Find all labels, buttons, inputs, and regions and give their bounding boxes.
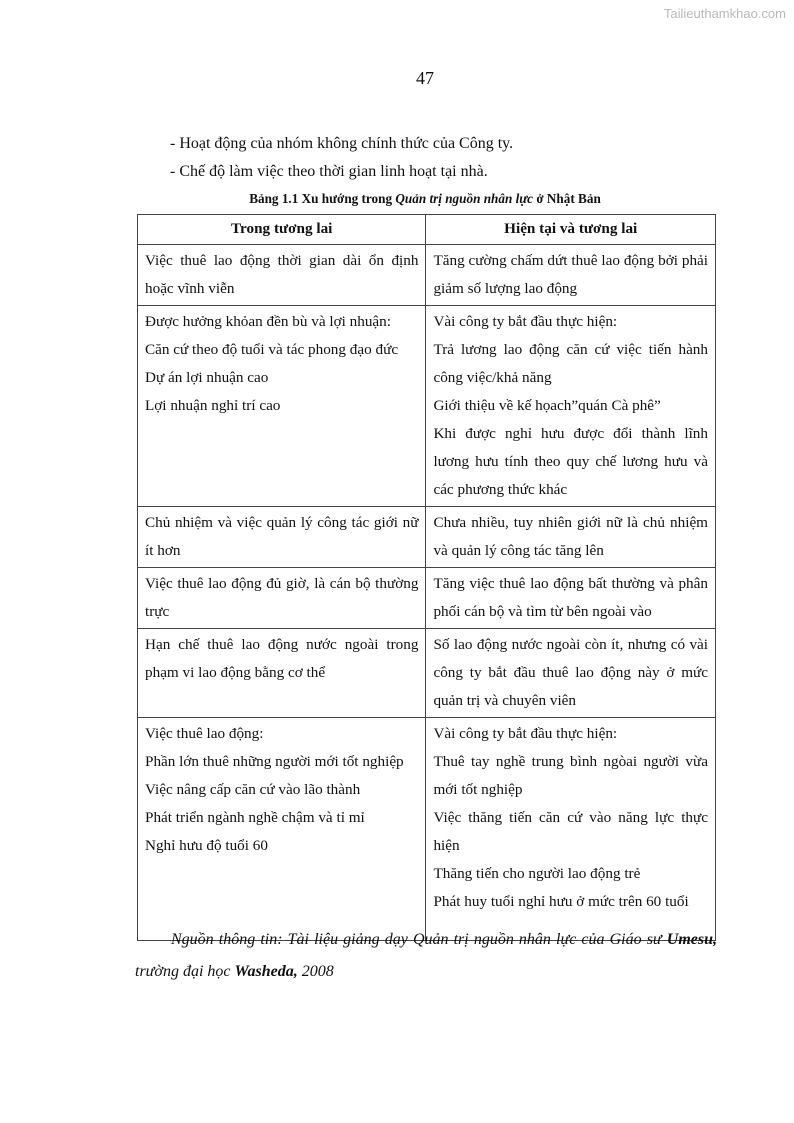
source-year: 2008 — [297, 963, 334, 980]
cell-left — [138, 507, 426, 568]
cell-right — [426, 507, 716, 568]
page-number: 47 — [416, 68, 434, 88]
bullet-list — [170, 130, 513, 186]
cell-left — [138, 245, 426, 306]
cell-line: Căn cứ theo độ tuổi và tác phong đạo đức — [145, 341, 399, 358]
cell-line: Tăng việc thuê lao động bất thường và phân phối cán bộ và tìm từ bên ngoài vào — [433, 575, 708, 620]
source-citation — [135, 924, 717, 988]
cell-line: Việc thuê lao động thời gian dài ổn định hoặc vĩnh viễn — [145, 252, 419, 297]
cell-line: Việc thăng tiến căn cứ vào năng lực thực hiện — [433, 809, 708, 854]
header-future: Trong tương lai — [138, 215, 426, 245]
cell-line: Thuê tay nghề trung bình ngòai người vừa mới tốt nghiệp — [433, 753, 708, 798]
cell-right — [426, 245, 716, 306]
source-text: trường đại học — [135, 963, 235, 980]
caption-prefix: Bảng 1.1 — [249, 191, 302, 206]
cell-right — [426, 568, 716, 629]
table-row — [138, 245, 716, 306]
cell-line: Phần lớn thuê những người mới tốt nghiệp — [145, 753, 404, 770]
caption-suffix: ở Nhật Bản — [533, 191, 601, 206]
cell-line: Việc nâng cấp căn cứ vào lão thành — [145, 781, 361, 798]
cell-line: Hạn chế thuê lao động nước ngoài trong phạm vi lao động bằng cơ thể — [145, 636, 419, 681]
source-author: Umesu, — [666, 931, 717, 948]
cell-left — [138, 568, 426, 629]
cell-right — [426, 629, 716, 718]
table-row — [138, 629, 716, 718]
table-caption — [0, 191, 794, 207]
cell-line: Việc thuê lao động: — [145, 725, 264, 742]
cell-line: Việc thuê lao động đủ giờ, là cán bộ thường trực — [145, 575, 419, 620]
table-row — [138, 306, 716, 507]
cell-line: Khi được nghỉ hưu được đổi thành lĩnh lương hưu tính theo quy chế lương hưu và các phương thức khác — [433, 425, 708, 498]
cell-line: Trả lương lao động căn cứ việc tiến hành công việc/khả năng — [433, 341, 708, 386]
source-text: Nguồn thông tin: Tài liệu giảng dạy Quản trị nguồn nhân lực của Giáo sư — [171, 931, 667, 948]
cell-line: Phát huy tuổi nghỉ hưu ở mức trên 60 tuổi — [433, 893, 689, 910]
cell-line: Lợi nhuận nghỉ trí cao — [145, 397, 281, 414]
cell-line: Chưa nhiều, tuy nhiên giới nữ là chủ nhiệm và quản lý công tác tăng lên — [433, 514, 708, 559]
source-school: Washeda, — [234, 963, 298, 980]
cell-right — [426, 718, 716, 941]
cell-line: Thăng tiến cho người lao động trẻ — [433, 865, 641, 882]
cell-line: Giới thiệu về kế họach”quán Cà phê” — [433, 397, 661, 414]
header-present-future: Hiện tại và tương lai — [426, 215, 716, 245]
watermark: Tailieuthamkhao.com — [663, 6, 786, 21]
cell-line: Tăng cường chấm dứt thuê lao động bởi phải giảm số lượng lao động — [433, 252, 708, 297]
table-row — [138, 507, 716, 568]
trends-table — [137, 214, 716, 941]
table-header-row — [138, 215, 716, 245]
caption-bold: Xu hướng trong — [301, 191, 396, 206]
cell-line: Vài công ty bắt đầu thực hiện: — [433, 313, 618, 330]
cell-line: Nghỉ hưu độ tuổi 60 — [145, 837, 268, 854]
bullet-item: - Hoạt động của nhóm không chính thức của Công ty. — [170, 135, 514, 152]
cell-line: Phát triển ngành nghề chậm và tỉ mỉ — [145, 809, 365, 826]
cell-right — [426, 306, 716, 507]
cell-line: Dự án lợi nhuận cao — [145, 369, 269, 386]
cell-left — [138, 306, 426, 507]
cell-left — [138, 629, 426, 718]
bullet-item: - Chế độ làm việc theo thời gian linh hoạt tại nhà. — [170, 163, 488, 180]
cell-left — [138, 718, 426, 941]
cell-line: Vài công ty bắt đầu thực hiện: — [433, 725, 618, 742]
cell-line: Chủ nhiệm và việc quản lý công tác giới nữ ít hơn — [145, 514, 419, 559]
table-row — [138, 718, 716, 941]
caption-italic: Quản trị nguồn nhân lực — [395, 191, 534, 206]
table-row — [138, 568, 716, 629]
cell-line: Được hưởng khỏan đền bù và lợi nhuận: — [145, 313, 391, 330]
cell-line: Số lao động nước ngoài còn ít, nhưng có vài công ty bắt đầu thuê lao động này ở mức quản trị và chuyên viên — [433, 636, 708, 709]
